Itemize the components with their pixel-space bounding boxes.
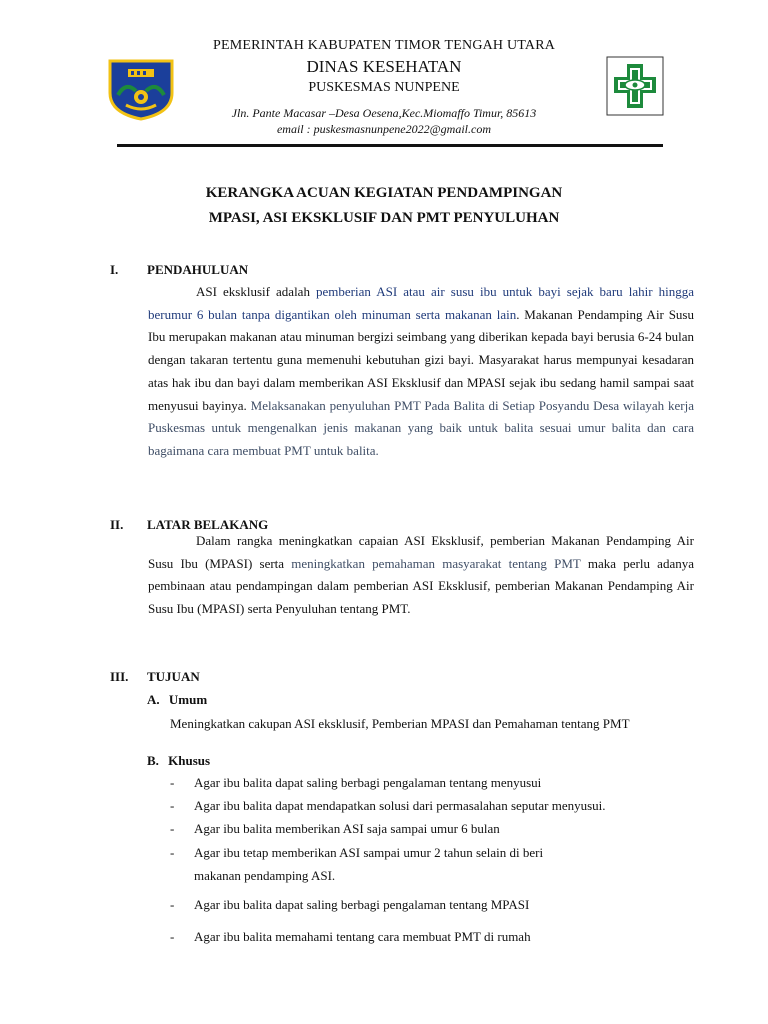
section-1-number: I.	[110, 262, 119, 277]
list-item	[170, 821, 500, 837]
section-2-text-c: maka perlu adanya pembinaan atau pendampingan dalam pemberian ASI Eksklusif, pemberian Makanan Pendamping Air Susu Ibu (MPASI) serta Penyuluhan tentang PMT.	[148, 555, 694, 617]
medical-cross-icon	[606, 56, 664, 116]
letterhead-divider	[117, 144, 663, 147]
letterhead-unit: PUSKESMAS NUNPENE	[308, 80, 460, 95]
list-item-text: Agar ibu balita dapat mendapatkan solusi dari permasalahan seputar menyusui.	[194, 798, 606, 813]
document-title-line-1: KERANGKA ACUAN KEGIATAN PENDAMPINGAN	[205, 185, 563, 201]
section-2-text-a: Dalam rangka meningkatkan capaian ASI Eksklusif, pemberian Makanan Pendamping Air Susu Ibu (MPASI) serta	[148, 533, 694, 571]
document-title-line-2: MPASI, ASI EKSKLUSIF DAN PMT PENYULUHAN	[208, 210, 560, 226]
letterhead-department: DINAS KESEHATAN	[306, 57, 462, 76]
section-3-number: III.	[110, 669, 129, 684]
list-bullet: -	[170, 897, 175, 912]
subsection-b-label: B.	[147, 753, 159, 768]
list-item-text: Agar ibu tetap memberikan ASI sampai umur 2 tahun selain di beri	[194, 845, 544, 860]
subsection-b-heading: Khusus	[168, 753, 211, 768]
section-1-paragraph	[148, 281, 694, 463]
letterhead-government: PEMERINTAH KABUPATEN TIMOR TENGAH UTARA	[212, 38, 556, 53]
letterhead-email: email : puskesmasnunpene2022@gmail.com	[276, 122, 491, 136]
section-2-paragraph	[148, 530, 694, 621]
list-bullet: -	[170, 821, 175, 836]
list-item-text: Agar ibu balita memberikan ASI saja sampai umur 6 bulan	[194, 821, 500, 836]
list-item-text: Agar ibu balita dapat saling berbagi pengalaman tentang menyusui	[194, 775, 542, 790]
list-bullet: -	[170, 798, 175, 813]
list-item-text: Agar ibu balita dapat saling berbagi pengalaman tentang MPASI	[194, 897, 530, 912]
section-2-number: II.	[110, 517, 124, 532]
section-1-text-a: ASI eksklusif adalah	[196, 284, 317, 299]
list-item	[170, 798, 606, 814]
subsection-b	[147, 753, 210, 769]
section-3-heading: TUJUAN	[147, 669, 200, 684]
subsection-a-text: Meningkatkan cakupan ASI eksklusif, Pemberian MPASI dan Pemahaman tentang PMT	[170, 716, 630, 731]
letterhead-address: Jln. Pante Macasar –Desa Oesena,Kec.Miomaffo Timur, 85613	[231, 106, 537, 120]
list-item-text: Agar ibu balita memahami tentang cara membuat PMT di rumah	[194, 929, 531, 944]
section-2-text-b: meningkatkan pemahaman masyarakat tentang PMT	[291, 555, 581, 571]
section-1-text-b: pemberian ASI atau air susu ibu untuk bayi sejak baru lahir hingga berumur 6 bulan tanpa digantikan oleh minuman serta makanan lain	[148, 284, 694, 322]
subsection-a-label: A.	[147, 692, 160, 707]
list-item	[170, 897, 529, 913]
section-2-heading: LATAR BELAKANG	[147, 517, 269, 532]
list-bullet: -	[170, 929, 175, 944]
section-1-text-c: . Makanan Pendamping Air Susu Ibu merupakan makanan atau minuman bergizi seimbang yang diberikan kepada bayi berusia 6-24 bulan dengan takaran tertentu guna memenuhi kebutuhan gizi bayi. Masyarakat harus mempunyai kesadaran atas hak ibu dan bayi dalam memberikan ASI Eksklusif dan MPASI sejak ibu sedang hamil sampai saat menyusui bayinya.	[148, 306, 694, 413]
subsection-a	[147, 692, 207, 708]
list-bullet: -	[170, 845, 175, 860]
puskesmas-logo	[606, 56, 664, 116]
list-item	[170, 775, 541, 791]
section-1-heading: PENDAHULUAN	[147, 262, 249, 277]
list-item	[170, 929, 531, 945]
subsection-a-heading: Umum	[168, 692, 208, 707]
list-item	[170, 845, 543, 861]
list-item-continuation: makanan pendamping ASI.	[194, 868, 336, 883]
section-1-text-d: Melaksanakan penyuluhan PMT Pada Balita di Setiap Posyandu Desa wilayah kerja Puskesmas untuk mengenalkan jenis makanan yang baik untuk balita sesuai umur balita dan cara bagaimana cara membuat PMT untuk balita.	[148, 397, 694, 458]
list-bullet: -	[170, 775, 175, 790]
